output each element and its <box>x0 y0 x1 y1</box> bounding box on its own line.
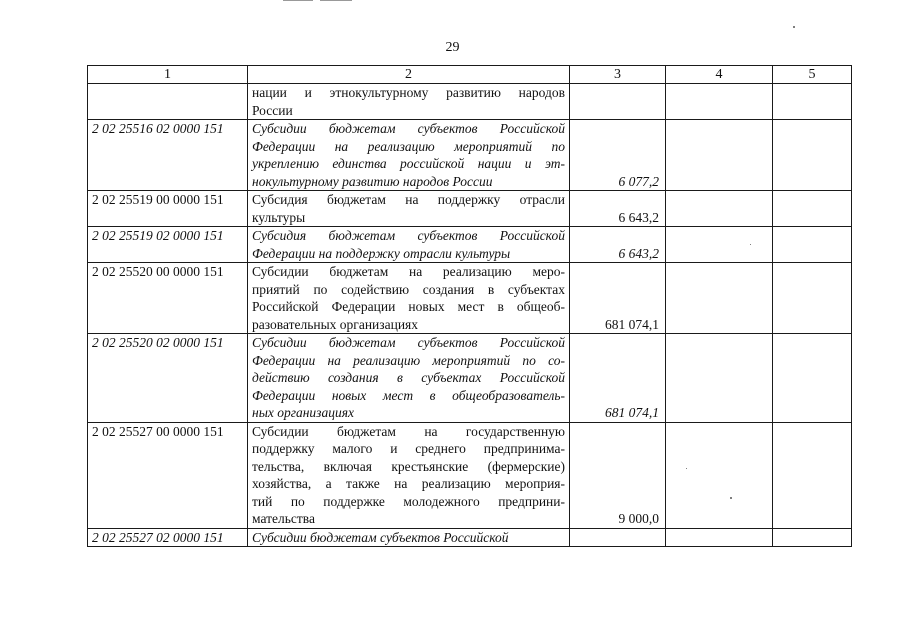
amount-cell: 6 077,2 <box>570 120 666 191</box>
budget-code: 2 02 25519 02 0000 151 <box>88 227 248 263</box>
table-row <box>88 422 852 528</box>
amount-cell: 6 643,2 <box>570 227 666 263</box>
header-cell-1: 1 <box>88 66 248 84</box>
description-line: нокультурному развитию народов России <box>252 173 493 189</box>
description-line: Федерации на поддержку отрасли культуры <box>252 245 511 261</box>
table-row <box>88 334 852 423</box>
column-5-cell <box>773 334 852 423</box>
amount-cell: 9 000,0 <box>570 422 666 528</box>
description-cell <box>248 528 570 547</box>
column-4-cell <box>666 334 773 423</box>
description-line: тий по поддержке молодежного предприни- <box>252 493 565 509</box>
header-cell-3: 3 <box>570 66 666 84</box>
table-row <box>88 191 852 227</box>
table-row <box>88 263 852 334</box>
column-4-cell <box>666 227 773 263</box>
column-4-cell <box>666 422 773 528</box>
description-line: Федерации на реализацию мероприятий по со- <box>252 352 565 368</box>
column-5-cell <box>773 191 852 227</box>
table-row <box>88 227 852 263</box>
budget-code <box>88 84 248 120</box>
description-cell <box>248 227 570 263</box>
description-line: культуры <box>252 209 306 225</box>
budget-code: 2 02 25520 00 0000 151 <box>88 263 248 334</box>
budget-table <box>87 65 852 547</box>
description-line: Субсидия бюджетам субъектов Российской <box>252 228 565 243</box>
header-cell-2: 2 <box>248 66 570 84</box>
description-line: Субсидия бюджетам на поддержку отрасли <box>252 192 565 207</box>
budget-code: 2 02 25516 02 0000 151 <box>88 120 248 191</box>
column-4-cell <box>666 191 773 227</box>
column-5-cell <box>773 227 852 263</box>
description-line: Федерации на реализацию мероприятий по <box>252 138 565 154</box>
column-5-cell <box>773 120 852 191</box>
amount-cell: 681 074,1 <box>570 263 666 334</box>
budget-code: 2 02 25527 02 0000 151 <box>88 528 248 547</box>
column-5-cell <box>773 422 852 528</box>
description-cell <box>248 84 570 120</box>
table-row <box>88 120 852 191</box>
header-cell-4: 4 <box>666 66 773 84</box>
amount-cell: 6 643,2 <box>570 191 666 227</box>
description-line: мательства <box>252 511 315 526</box>
description-line: Субсидии бюджетам субъектов Российской <box>252 121 565 136</box>
amount-cell <box>570 528 666 547</box>
description-line: разовательных организациях <box>252 316 419 332</box>
description-line: ных организациях <box>252 405 354 420</box>
description-cell <box>248 191 570 227</box>
description-line: России <box>252 102 293 118</box>
description-cell <box>248 263 570 334</box>
description-line: действию создания в субъектах Российской <box>252 370 565 385</box>
description-line: Субсидии бюджетам субъектов Российской <box>252 335 565 350</box>
description-cell <box>248 120 570 191</box>
header-cell-5: 5 <box>773 66 852 84</box>
scan-mark <box>283 0 313 1</box>
column-4-cell <box>666 528 773 547</box>
column-5-cell <box>773 84 852 120</box>
page-number: 29 <box>445 40 460 55</box>
column-4-cell <box>666 263 773 334</box>
description-line: Субсидии бюджетам субъектов Российской <box>252 529 509 545</box>
description-line: приятий по содействию создания в субъектах <box>252 281 565 297</box>
description-line: Федерации новых мест в общеобразователь- <box>252 387 565 403</box>
header-row <box>88 66 852 84</box>
column-5-cell <box>773 263 852 334</box>
table-body <box>88 84 852 547</box>
amount-cell: 681 074,1 <box>570 334 666 423</box>
column-4-cell <box>666 84 773 120</box>
description-line: поддержку малого и среднего предпринима- <box>252 441 565 456</box>
budget-code: 2 02 25519 00 0000 151 <box>88 191 248 227</box>
budget-code: 2 02 25527 00 0000 151 <box>88 422 248 528</box>
budget-code: 2 02 25520 02 0000 151 <box>88 334 248 423</box>
description-line: тельства, включая крестьянские (фермерские) <box>252 458 565 474</box>
column-4-cell <box>666 120 773 191</box>
description-line: укреплению единства российской нации и эт- <box>252 156 565 171</box>
description-line: нации и этнокультурному развитию народов <box>252 85 565 100</box>
column-5-cell <box>773 528 852 547</box>
description-line: Субсидии бюджетам на реализацию меро- <box>252 264 565 279</box>
description-cell <box>248 422 570 528</box>
description-line: Российской Федерации новых мест в общеоб- <box>252 299 565 314</box>
table-row <box>88 84 852 120</box>
scan-mark <box>320 0 352 1</box>
amount-cell <box>570 84 666 120</box>
table-row <box>88 528 852 547</box>
description-cell <box>248 334 570 423</box>
description-line: Субсидии бюджетам на государственную <box>252 423 565 439</box>
description-line: хозяйства, а также на реализацию мероприя- <box>252 476 565 491</box>
